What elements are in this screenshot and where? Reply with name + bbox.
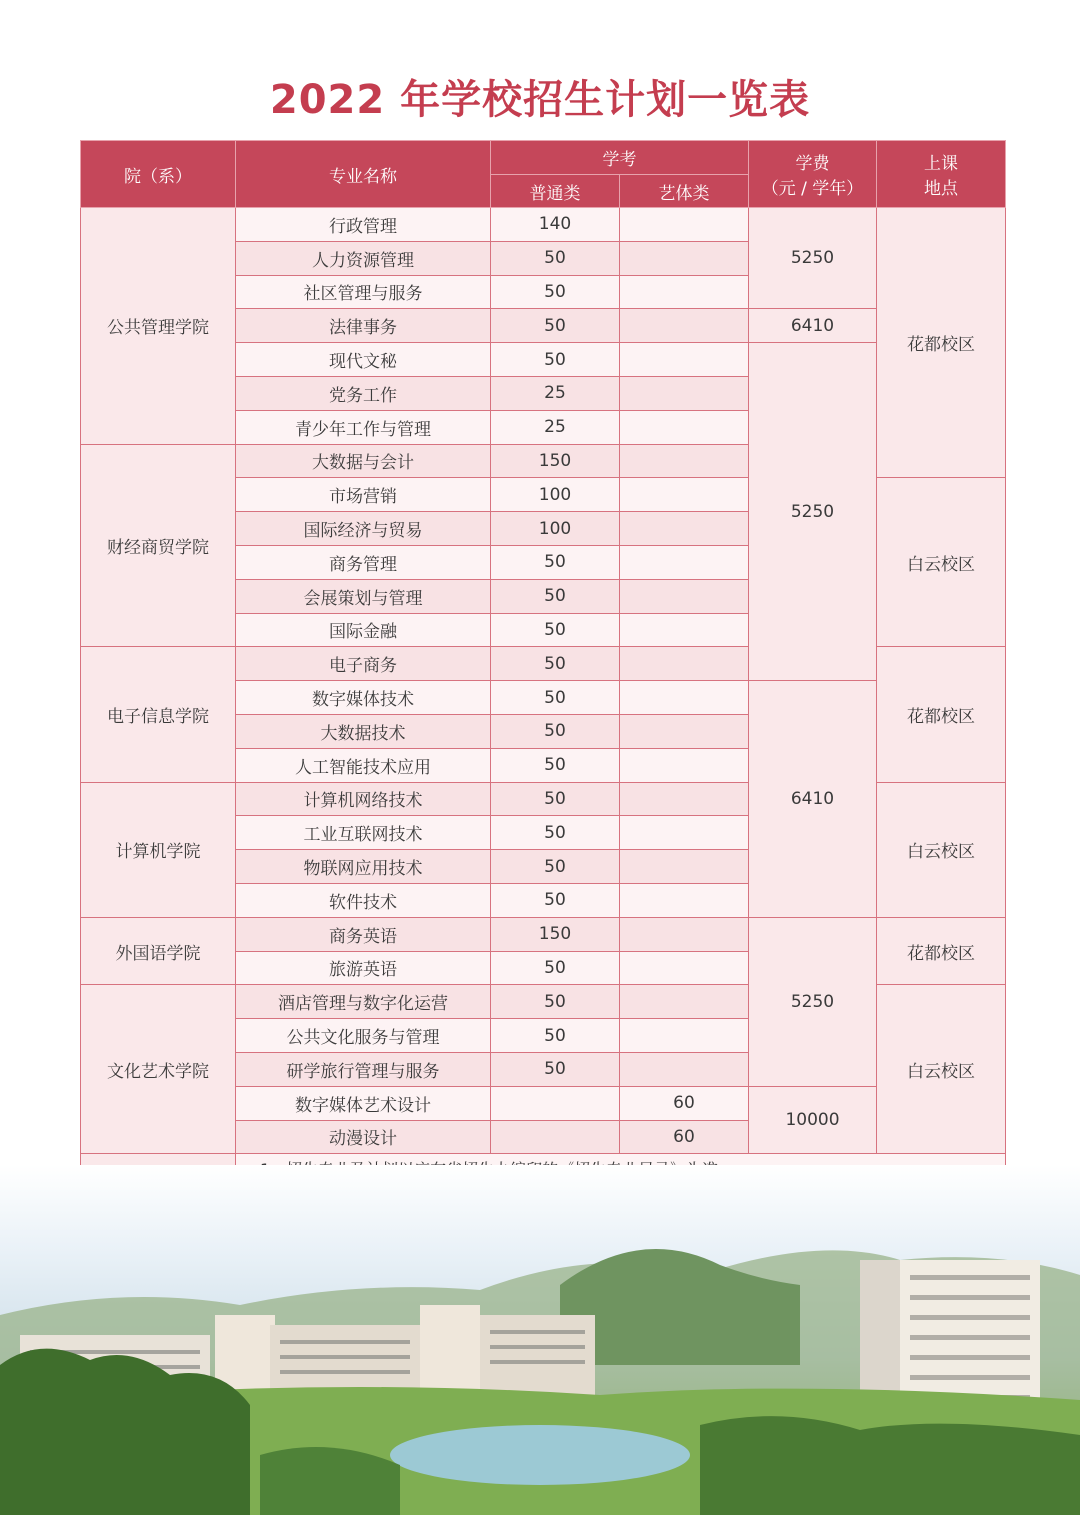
campus-photo (0, 1165, 1080, 1515)
major-name: 行政管理 (236, 208, 491, 242)
general-quota: 50 (491, 343, 620, 377)
campus-cell: 花都校区 (877, 917, 1006, 985)
art-quota (620, 208, 749, 242)
general-quota: 50 (491, 579, 620, 613)
header-fee-line1: 学费 (795, 154, 830, 174)
art-quota (620, 883, 749, 917)
major-name: 计算机网络技术 (236, 782, 491, 816)
major-name: 研学旅行管理与服务 (236, 1052, 491, 1086)
header-fee (749, 141, 877, 208)
fee-cell: 6410 (749, 309, 877, 343)
general-quota: 50 (491, 681, 620, 715)
art-quota (620, 1052, 749, 1086)
fee-cell: 10000 (749, 1086, 877, 1154)
header-fee-line2: （元 / 学年） (761, 179, 864, 199)
art-quota (620, 512, 749, 546)
art-quota (620, 782, 749, 816)
major-name: 电子商务 (236, 647, 491, 681)
page-title: 2022 年学校招生计划一览表 (269, 77, 811, 123)
art-quota (620, 478, 749, 512)
general-quota: 50 (491, 816, 620, 850)
major-name: 会展策划与管理 (236, 579, 491, 613)
major-name: 国际经济与贸易 (236, 512, 491, 546)
major-name: 党务工作 (236, 376, 491, 410)
major-name: 国际金融 (236, 613, 491, 647)
major-name: 法律事务 (236, 309, 491, 343)
art-quota (620, 376, 749, 410)
art-quota (620, 748, 749, 782)
header-major: 专业名称 (236, 141, 491, 208)
general-quota: 50 (491, 309, 620, 343)
art-quota (620, 444, 749, 478)
major-name: 商务管理 (236, 545, 491, 579)
general-quota: 50 (491, 985, 620, 1019)
general-quota: 50 (491, 1019, 620, 1053)
campus-cell: 花都校区 (877, 208, 1006, 478)
general-quota: 50 (491, 883, 620, 917)
art-quota (620, 850, 749, 884)
general-quota: 25 (491, 410, 620, 444)
major-name: 工业互联网技术 (236, 816, 491, 850)
major-name: 人力资源管理 (236, 241, 491, 275)
enrollment-table (80, 140, 1006, 1208)
general-quota: 50 (491, 782, 620, 816)
general-quota: 50 (491, 850, 620, 884)
campus-cell: 白云校区 (877, 782, 1006, 917)
campus-cell: 花都校区 (877, 647, 1006, 782)
major-name: 数字媒体艺术设计 (236, 1086, 491, 1120)
art-quota (620, 309, 749, 343)
major-name: 商务英语 (236, 917, 491, 951)
art-quota (620, 613, 749, 647)
major-name: 大数据技术 (236, 714, 491, 748)
header-campus-line2: 地点 (924, 179, 958, 199)
major-name: 公共文化服务与管理 (236, 1019, 491, 1053)
major-name: 数字媒体技术 (236, 681, 491, 715)
art-quota (620, 1019, 749, 1053)
college-cell: 计算机学院 (81, 782, 236, 917)
art-quota (620, 647, 749, 681)
college-cell: 外国语学院 (81, 917, 236, 985)
major-name: 现代文秘 (236, 343, 491, 377)
major-name: 大数据与会计 (236, 444, 491, 478)
major-name: 市场营销 (236, 478, 491, 512)
campus-cell: 白云校区 (877, 478, 1006, 647)
art-quota (620, 985, 749, 1019)
fee-cell: 5250 (749, 917, 877, 1086)
art-quota (620, 714, 749, 748)
header-campus (877, 141, 1006, 208)
major-name: 社区管理与服务 (236, 275, 491, 309)
art-quota (620, 951, 749, 985)
art-quota (620, 545, 749, 579)
major-name: 动漫设计 (236, 1120, 491, 1154)
major-name: 物联网应用技术 (236, 850, 491, 884)
general-quota: 50 (491, 951, 620, 985)
campus-cell: 白云校区 (877, 985, 1006, 1154)
enrollment-table-container (80, 140, 1005, 1208)
general-quota (491, 1086, 620, 1120)
header-art: 艺体类 (620, 175, 749, 208)
major-name: 青少年工作与管理 (236, 410, 491, 444)
general-quota: 100 (491, 478, 620, 512)
general-quota: 150 (491, 917, 620, 951)
college-cell: 财经商贸学院 (81, 444, 236, 647)
major-name: 旅游英语 (236, 951, 491, 985)
general-quota: 100 (491, 512, 620, 546)
fee-cell: 5250 (749, 208, 877, 309)
college-cell: 文化艺术学院 (81, 985, 236, 1154)
art-quota (620, 816, 749, 850)
header-exam: 学考 (491, 141, 749, 175)
art-quota (620, 681, 749, 715)
art-quota (620, 917, 749, 951)
general-quota: 140 (491, 208, 620, 242)
general-quota: 50 (491, 241, 620, 275)
college-cell: 公共管理学院 (81, 208, 236, 445)
art-quota (620, 410, 749, 444)
art-quota (620, 579, 749, 613)
major-name: 软件技术 (236, 883, 491, 917)
general-quota: 50 (491, 714, 620, 748)
general-quota: 150 (491, 444, 620, 478)
general-quota: 50 (491, 613, 620, 647)
header-campus-line1: 上课 (924, 154, 958, 174)
art-quota (620, 241, 749, 275)
general-quota: 50 (491, 1052, 620, 1086)
art-quota (620, 343, 749, 377)
general-quota (491, 1120, 620, 1154)
campus-landscape-illustration (0, 1165, 1080, 1515)
art-quota: 60 (620, 1086, 749, 1120)
college-cell: 电子信息学院 (81, 647, 236, 782)
fee-cell: 6410 (749, 681, 877, 918)
major-name: 酒店管理与数字化运营 (236, 985, 491, 1019)
fee-cell: 5250 (749, 343, 877, 681)
art-quota (620, 275, 749, 309)
header-general: 普通类 (491, 175, 620, 208)
general-quota: 50 (491, 275, 620, 309)
general-quota: 50 (491, 647, 620, 681)
art-quota: 60 (620, 1120, 749, 1154)
general-quota: 25 (491, 376, 620, 410)
header-college: 院（系） (81, 141, 236, 208)
major-name: 人工智能技术应用 (236, 748, 491, 782)
general-quota: 50 (491, 748, 620, 782)
general-quota: 50 (491, 545, 620, 579)
